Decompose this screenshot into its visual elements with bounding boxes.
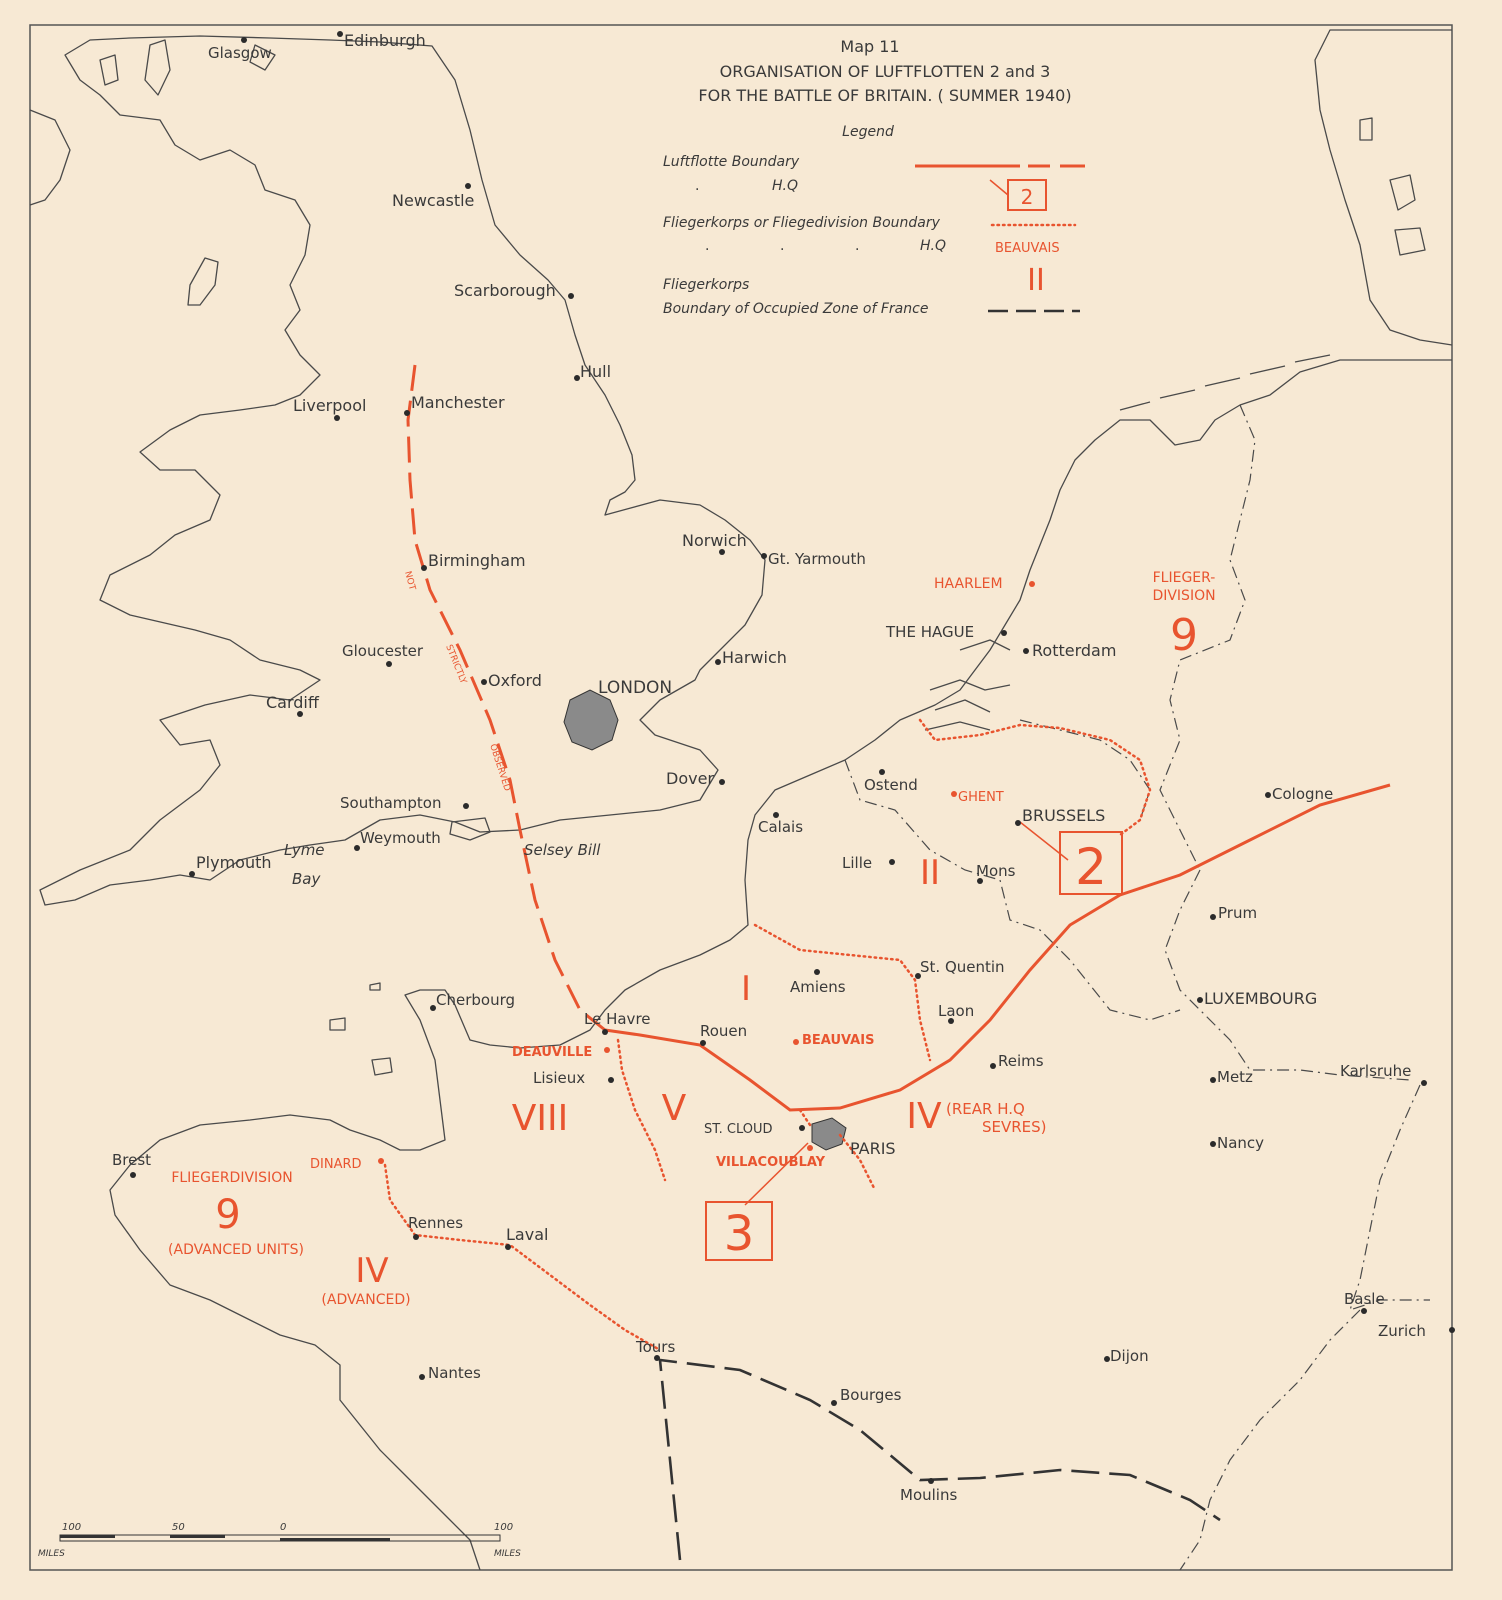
label-prum: Prum [1218,904,1258,922]
label-selsey-bill: Selsey Bill [524,841,601,859]
legend-fliegerkorps-hq: H.Q [920,238,946,254]
label-cardiff: Cardiff [266,693,319,712]
korps-iv-advanced: IV [355,1251,389,1291]
hq-dinard: DINARD [310,1157,362,1172]
scale-tick-0: 0 [280,1522,287,1533]
coast-frisian-islands [1120,355,1330,410]
luftflotte-3: 3 [723,1206,755,1262]
label-gt-yarmouth: Gt. Yarmouth [768,550,866,568]
label-lisieux: Lisieux [533,1069,586,1087]
border-fr-be [845,760,1180,1020]
label-strictly: STRICTLY [443,643,468,686]
hq-haarlem: HAARLEM [934,576,1003,592]
country-borders [845,405,1430,1570]
label-basle: Basle [1344,1290,1385,1308]
label-london: LONDON [598,678,673,698]
label-mons: Mons [976,862,1016,880]
hq-ghent: GHENT [958,790,1004,805]
fd9-nl-line1: FLIEGER- [1152,570,1216,586]
hq-labels [310,576,1004,1172]
scale-tick-100-right: 100 [494,1522,514,1533]
label-moulins: Moulins [900,1486,958,1504]
korps-i: I [740,969,752,1009]
legend-dot-2: . [705,238,710,254]
city-dots [130,31,1455,1484]
legend-fliegerkorps: Fliegerkorps [663,277,750,293]
label-ostend: Ostend [864,776,918,794]
legend-dot-1: . [695,178,700,194]
legend-hq-symbol: 2 [1020,185,1034,209]
legend [663,124,1085,317]
coast-great-britain [40,36,765,905]
label-harwich: Harwich [722,648,787,667]
label-nantes: Nantes [428,1364,481,1382]
label-liverpool: Liverpool [293,396,367,415]
label-rouen: Rouen [700,1022,748,1040]
legend-hq-pointer [990,180,1008,195]
label-bay: Bay [292,870,321,888]
label-amiens: Amiens [790,978,846,996]
legend-hq-numeral: II [1027,263,1045,298]
hq-villacoublay: VILLACOUBLAY [716,1155,826,1170]
scale-unit-left: MILES [38,1549,65,1559]
label-scarborough: Scarborough [454,281,556,300]
fd9-nl-line2: DIVISION [1152,588,1216,604]
legend-dot-4: . [855,238,860,254]
label-metz: Metz [1217,1068,1253,1086]
coast-channel-islands [330,983,392,1075]
label-reims: Reims [998,1052,1044,1070]
paris-built-up [812,1118,846,1150]
label-hull: Hull [580,362,612,381]
legend-luftflotte-hq: H.Q [772,178,798,194]
label-lyme: Lyme [284,841,325,859]
coastlines [30,30,1452,1570]
coast-isle-of-wight [450,818,490,840]
rear-hq-line1: (REAR H.Q [946,1100,1025,1118]
korps-viii: VIII [511,1098,569,1139]
luftflotte-2: 2 [1075,838,1107,896]
coast-danish-islands [1360,118,1425,255]
label-dijon: Dijon [1110,1347,1149,1365]
label-nancy: Nancy [1217,1134,1265,1152]
label-manchester: Manchester [411,393,505,412]
label-gloucester: Gloucester [342,642,424,660]
fk-boundary-brittany [385,1165,660,1350]
fd9-brittany-number: 9 [215,1192,241,1238]
label-birmingham: Birmingham [428,551,526,570]
coast-zeeland [925,640,1010,730]
legend-hq-city: BEAUVAIS [995,241,1060,256]
border-lux-de [1165,870,1410,1080]
fk-boundary-seine [618,1040,665,1180]
city-labels [112,31,1426,1504]
label-paris: PARIS [850,1139,896,1158]
label-norwich: Norwich [682,531,747,550]
label-the-hague: THE HAGUE [886,623,975,641]
label-southampton: Southampton [340,794,442,812]
label-tours: Tours [636,1338,676,1356]
hq-deauville: DEAUVILLE [512,1045,593,1060]
title-line-1: ORGANISATION OF LUFTFLOTTEN 2 and 3 [719,62,1051,81]
label-dover: Dover [666,769,714,788]
scale-tick-100-left: 100 [62,1522,82,1533]
label-weymouth: Weymouth [360,829,441,847]
label-brest: Brest [112,1151,152,1169]
label-laval: Laval [506,1225,549,1244]
legend-heading: Legend [842,124,894,140]
label-laon: Laon [938,1002,975,1020]
rear-hq-line2: SEVRES) [982,1118,1047,1136]
label-st-cloud: ST. CLOUD [704,1122,773,1137]
korps-ii: II [919,853,941,893]
advanced-units: (ADVANCED UNITS) [168,1242,304,1258]
label-cologne: Cologne [1272,785,1334,803]
label-calais: Calais [758,818,804,836]
label-karlsruhe: Karlsruhe [1340,1062,1412,1080]
label-rotterdam: Rotterdam [1032,641,1117,660]
fd9-nl-number: 9 [1170,610,1198,661]
map-number: Map 11 [840,37,900,56]
title-line-2: FOR THE BATTLE OF BRITAIN. ( SUMMER 1940) [698,86,1072,105]
korps-v: V [661,1088,687,1129]
scale-tick-50: 50 [172,1522,185,1533]
legend-luftflotte-boundary: Luftflotte Boundary [663,154,800,170]
occupied-zone-boundary [660,1360,1220,1560]
legend-dot-3: . [780,238,785,254]
coast-denmark [1315,30,1452,345]
map-frame [30,25,1452,1570]
label-luxembourg: LUXEMBOURG [1204,989,1318,1008]
border-fr-ch [1180,1310,1360,1570]
legend-fliegerkorps-boundary: Fliegerkorps or Fliegedivision Boundary [663,215,940,231]
label-st-quentin: St. Quentin [920,958,1005,976]
advanced-label: (ADVANCED) [321,1292,411,1308]
scale-bar [38,1522,521,1559]
label-rennes: Rennes [408,1214,464,1232]
hq-beauvais: BEAUVAIS [802,1033,875,1048]
label-not: NOT [402,570,417,592]
label-observed: OBSERVED [487,742,512,793]
korps-iv: IV [906,1096,942,1137]
label-lille: Lille [842,854,873,872]
coast-ireland [30,110,70,205]
label-edinburgh: Edinburgh [344,31,426,50]
coast-isle-of-man [188,258,218,305]
label-oxford: Oxford [488,671,542,690]
lf3-pointer [745,1143,808,1205]
fd9-brittany: FLIEGERDIVISION [171,1170,293,1186]
label-brussels: BRUSSELS [1022,806,1106,825]
label-bourges: Bourges [840,1386,902,1404]
label-le-havre: Le Havre [584,1010,651,1028]
london-built-up [564,690,618,750]
label-newcastle: Newcastle [392,191,475,210]
border-fr-de-rhine [1350,1085,1430,1310]
label-glasgow: Glasgow [208,44,272,62]
label-plymouth: Plymouth [196,853,272,872]
label-zurich: Zurich [1378,1322,1426,1340]
label-cherbourg: Cherbourg [436,991,516,1009]
scale-unit-right: MILES [494,1549,521,1559]
legend-occupied-zone: Boundary of Occupied Zone of France [663,301,929,317]
